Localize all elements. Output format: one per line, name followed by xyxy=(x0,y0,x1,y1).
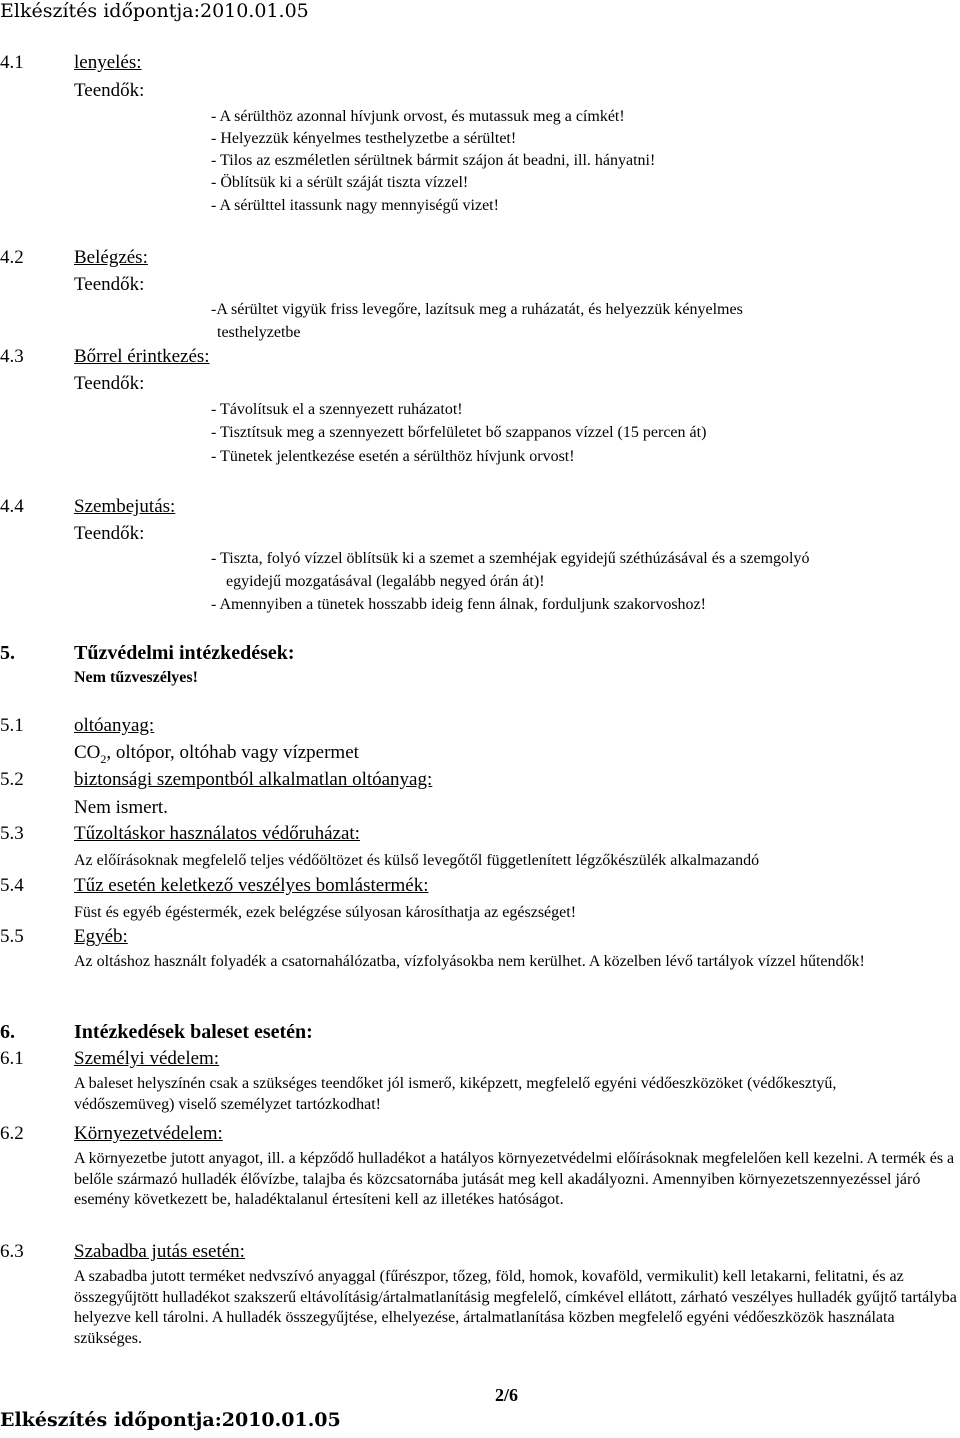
section-4-3-item: - Tisztítsuk meg a szennyezett bőrfelületet bő szappanos vízzel (15 percen át) xyxy=(211,424,707,441)
section-4-1-number: 4.1 xyxy=(0,52,24,73)
section-6-number: 6. xyxy=(0,1021,15,1043)
section-4-2-todo-label: Teendők: xyxy=(74,274,145,295)
section-4-1-item: - A sérülthöz azonnal hívjunk orvost, és mutassuk meg a címkét! xyxy=(211,108,625,125)
section-6-2-number: 6.2 xyxy=(0,1123,24,1144)
footer-prepared-date: Elkészítés időpontja:2010.01.05 xyxy=(0,1409,341,1431)
section-6-3-value: A szabadba jutott terméket nedvszívó anyaggal (fűrészpor, tőzeg, föld, homok, kovaföld, vermikulit) kell letakarni, felitatni, és az összegyűjtött hulladékot szakszerű eltávolításig/ártalmatlanításig megfelelő, címkével ellátott, zárható veszélyes hulladék gyűjtő tartályba helyezve kell tárolni. A hulladék összegyűjtése, elhelyezése, ártalmatlanítása közben megfelelő egyéni védőeszközök használata szükséges. xyxy=(74,1268,957,1347)
section-5-1-number: 5.1 xyxy=(0,715,24,736)
section-5-2-number: 5.2 xyxy=(0,769,24,790)
section-4-2-title: Belégzés: xyxy=(74,247,148,268)
section-5-number: 5. xyxy=(0,642,15,664)
section-6-2-title: Környezetvédelem: xyxy=(74,1123,223,1144)
section-4-4-item: - Tiszta, folyó vízzel öblítsük ki a szemet a szemhéjak egyidejű széthúzásával és a szemgolyó xyxy=(211,550,810,567)
section-4-2-number: 4.2 xyxy=(0,247,24,268)
section-5-4-value: Füst és egyéb égéstermék, ezek belégzése súlyosan károsíthatja az egészséget! xyxy=(74,904,577,921)
section-4-1-item: - Tilos az eszméletlen sérültnek bármit szájon át beadni, ill. hányatni! xyxy=(211,152,656,169)
section-5-title: Tűzvédelmi intézkedések: xyxy=(74,642,295,664)
section-5-3-number: 5.3 xyxy=(0,823,24,844)
section-6-title: Intézkedések baleset esetén: xyxy=(74,1021,313,1043)
section-5-3-value: Az előírásoknak megfelelő teljes védőöltözet és külső levegőtől függetlenített légzőkészülék alkalmazandó xyxy=(74,852,760,869)
section-5-5-number: 5.5 xyxy=(0,926,24,947)
section-6-1-title: Személyi védelem: xyxy=(74,1048,220,1069)
section-4-4-title: Szembejutás: xyxy=(74,496,176,517)
section-5-1-value: $CO_2$, oltópor, oltóhab vagy vízpermet xyxy=(74,742,359,766)
section-4-1-item: - Helyezzük kényelmes testhelyzetbe a sérültet! xyxy=(211,130,517,147)
section-5-2-value: Nem ismert. xyxy=(74,797,168,818)
section-4-1-todo-label: Teendők: xyxy=(74,80,145,101)
section-6-2-value: A környezetbe jutott anyagot, ill. a képződő hulladékot a hatályos környezetvédelmi előírásoknak megfelelően kell kezelni. A termék és a belőle származó hulladék élővízbe, talajba és közcsatornába jutását meg kell akadályozni. Amennyiben környezetszennyezéssel járó esemény következett be, haladéktalanul értesíteni kell az illetékes hatóságot. xyxy=(74,1150,955,1208)
section-6-1-value: A baleset helyszínén csak a szükséges teendőket jól ismerő, kiképzett, megfelelő egyéni védőeszközöket (védőkesztyű, védőszemüveg) viselő személyzet tartózkodhat! xyxy=(74,1075,837,1113)
section-4-4-item: egyidejű mozgatásával (legalább negyed órán át)! xyxy=(226,573,545,590)
section-5-2-title: biztonsági szempontból alkalmatlan oltóanyag: xyxy=(74,769,433,790)
section-6-1-number: 6.1 xyxy=(0,1048,24,1069)
section-5-5-value: Az oltáshoz használt folyadék a csatornahálózatba, vízfolyásokba nem kerülhet. A közelben lévő tartályok vízzel hűtendők! xyxy=(74,953,865,970)
section-4-4-item: - Amennyiben a tünetek hosszabb ideig fenn álnak, forduljunk szakorvoshoz! xyxy=(211,596,706,613)
section-4-3-number: 4.3 xyxy=(0,346,24,367)
section-6-3-number: 6.3 xyxy=(0,1241,24,1262)
section-6-3-title: Szabadba jutás esetén: xyxy=(74,1241,245,1262)
section-5-1-title: oltóanyag: xyxy=(74,715,155,736)
section-4-4-number: 4.4 xyxy=(0,496,24,517)
section-4-3-title: Bőrrel érintkezés: xyxy=(74,346,210,367)
section-4-2-item: testhelyzetbe xyxy=(217,324,301,341)
section-5-4-title: Tűz esetén keletkező veszélyes bomlástermék: xyxy=(74,875,429,896)
section-4-3-item: - Tünetek jelentkezése esetén a sérülthöz hívjunk orvost! xyxy=(211,448,575,465)
section-5-fire-status: Nem tűzveszélyes! xyxy=(74,669,198,686)
section-4-1-title: lenyelés: xyxy=(74,52,142,73)
section-5-4-number: 5.4 xyxy=(0,875,24,896)
section-4-3-item: - Távolítsuk el a szennyezett ruházatot! xyxy=(211,401,463,418)
section-4-3-todo-label: Teendők: xyxy=(74,373,145,394)
section-4-4-todo-label: Teendők: xyxy=(74,523,145,544)
section-5-5-title: Egyéb: xyxy=(74,926,128,947)
section-4-1-item: - Öblítsük ki a sérült száját tiszta vízzel! xyxy=(211,174,469,191)
section-4-1-item: - A sérülttel itassunk nagy mennyiségű vizet! xyxy=(211,197,499,214)
header-prepared-date: Elkészítés időpontja:2010.01.05 xyxy=(0,0,309,22)
page-number: 2/6 xyxy=(495,1385,519,1405)
section-4-2-item: -A sérültet vigyük friss levegőre, lazítsuk meg a ruházatát, és helyezzük kényelmes xyxy=(211,301,743,318)
section-5-3-title: Tűzoltáskor használatos védőruházat: xyxy=(74,823,360,844)
